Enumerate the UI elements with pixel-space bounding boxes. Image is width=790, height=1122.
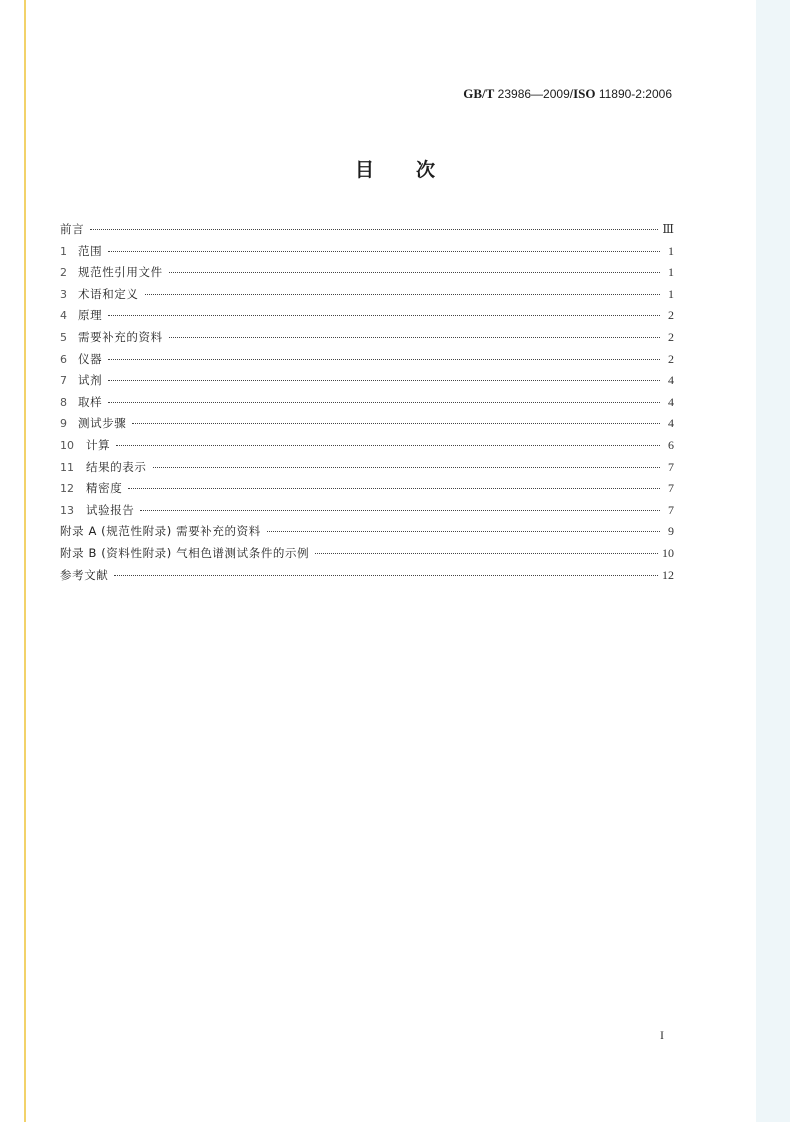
toc-entry-page: Ⅲ: [662, 222, 674, 236]
toc-entry-page: 9: [668, 524, 674, 539]
toc-entry[interactable]: [60, 349, 674, 371]
toc-entry-page: 7: [668, 459, 674, 474]
toc-entry[interactable]: [60, 565, 674, 587]
toc-entry-label: 精密度: [86, 481, 123, 496]
toc-entry-number: 12: [60, 482, 74, 496]
toc-entry-number: 7: [60, 374, 67, 388]
toc-entry[interactable]: [60, 500, 674, 522]
toc-entry-label: 需要补充的资料: [78, 329, 163, 344]
toc-entry-number: 2: [60, 266, 67, 280]
scan-edge: [756, 0, 790, 1122]
toc-entry[interactable]: [60, 478, 674, 500]
iso-prefix: ISO: [573, 86, 596, 101]
table-of-contents: [60, 219, 674, 586]
leader-dots: [108, 353, 660, 360]
toc-entry-page: 10: [662, 545, 674, 560]
toc-entry[interactable]: [60, 392, 674, 414]
toc-entry-number: 6: [60, 352, 67, 366]
toc-entry[interactable]: [60, 262, 674, 284]
toc-entry-label: 取样: [78, 394, 103, 409]
standard-code-prefix: GB/T: [463, 86, 495, 101]
toc-entry[interactable]: [60, 305, 674, 327]
toc-entry-label: 附录 B (资料性附录) 气相色谱测试条件的示例: [60, 545, 310, 560]
toc-entry-number: 4: [60, 309, 67, 323]
leader-dots: [145, 288, 661, 295]
toc-entry-page: 6: [668, 437, 674, 452]
toc-entry-number: 9: [60, 417, 67, 431]
leader-dots: [169, 266, 660, 273]
leader-dots: [267, 525, 660, 532]
toc-entry[interactable]: [60, 327, 674, 349]
toc-entry-label: 计算: [86, 437, 111, 452]
toc-entry-label: 范围: [78, 243, 103, 258]
toc-entry-page: 2: [668, 329, 674, 344]
leader-dots: [108, 245, 660, 252]
leader-dots: [108, 309, 660, 316]
toc-entry-page: 2: [668, 351, 674, 366]
toc-entry-page: 1: [668, 286, 674, 301]
toc-entry-label: 仪器: [78, 351, 103, 366]
page-folio: I: [660, 1028, 664, 1042]
leader-dots: [128, 482, 660, 489]
toc-title: 目次: [354, 159, 477, 181]
standard-number: [426, 86, 672, 102]
toc-entry-label: 结果的表示: [86, 459, 147, 474]
toc-entry-number: 10: [60, 438, 74, 452]
toc-entry-number: 13: [60, 503, 74, 517]
toc-entry-page: 12: [662, 567, 674, 582]
toc-entry-page: 1: [668, 243, 674, 258]
toc-entry-label: 前言: [60, 222, 85, 236]
toc-entry[interactable]: [60, 241, 674, 263]
toc-entry-label: 术语和定义: [78, 286, 139, 301]
leader-dots: [90, 223, 658, 230]
toc-entry[interactable]: [60, 521, 674, 543]
toc-entry[interactable]: [60, 435, 674, 457]
leader-dots: [132, 417, 660, 424]
leader-dots: [116, 439, 660, 446]
toc-entry-label: 参考文献: [60, 567, 109, 582]
leader-dots: [153, 461, 661, 468]
toc-entry-number: 5: [60, 330, 67, 344]
toc-entry-page: 4: [668, 416, 674, 431]
toc-entry-number: 11: [60, 460, 74, 474]
toc-entry-label: 测试步骤: [78, 416, 127, 431]
toc-entry-label: 试验报告: [86, 502, 135, 517]
toc-entry[interactable]: [60, 219, 674, 241]
leader-dots: [114, 569, 658, 576]
toc-entry[interactable]: [60, 457, 674, 479]
toc-entry-page: 1: [668, 265, 674, 280]
toc-entry-number: 8: [60, 395, 67, 409]
toc-entry-page: 7: [668, 481, 674, 496]
toc-entry-page: 2: [668, 308, 674, 323]
standard-code-number: 23986—2009/: [494, 87, 574, 101]
leader-dots: [108, 396, 660, 403]
toc-entry-page: 7: [668, 502, 674, 517]
leader-dots: [169, 331, 660, 338]
toc-entry[interactable]: [60, 284, 674, 306]
leader-dots: [315, 547, 658, 554]
leader-dots: [108, 374, 660, 381]
toc-entry-number: 1: [60, 244, 67, 258]
iso-number: 11890-2:2006: [595, 87, 672, 101]
toc-entry[interactable]: [60, 413, 674, 435]
toc-entry-page: 4: [668, 373, 674, 388]
toc-entry-label: 原理: [78, 308, 103, 323]
toc-entry[interactable]: [60, 370, 674, 392]
toc-entry-label: 试剂: [78, 373, 103, 388]
toc-entry[interactable]: [60, 543, 674, 565]
toc-entry-label: 附录 A (规范性附录) 需要补充的资料: [60, 524, 261, 539]
margin-rule: [24, 0, 26, 1122]
toc-entry-number: 3: [60, 287, 67, 301]
toc-entry-label: 规范性引用文件: [78, 265, 163, 280]
toc-entry-page: 4: [668, 394, 674, 409]
leader-dots: [140, 504, 660, 511]
